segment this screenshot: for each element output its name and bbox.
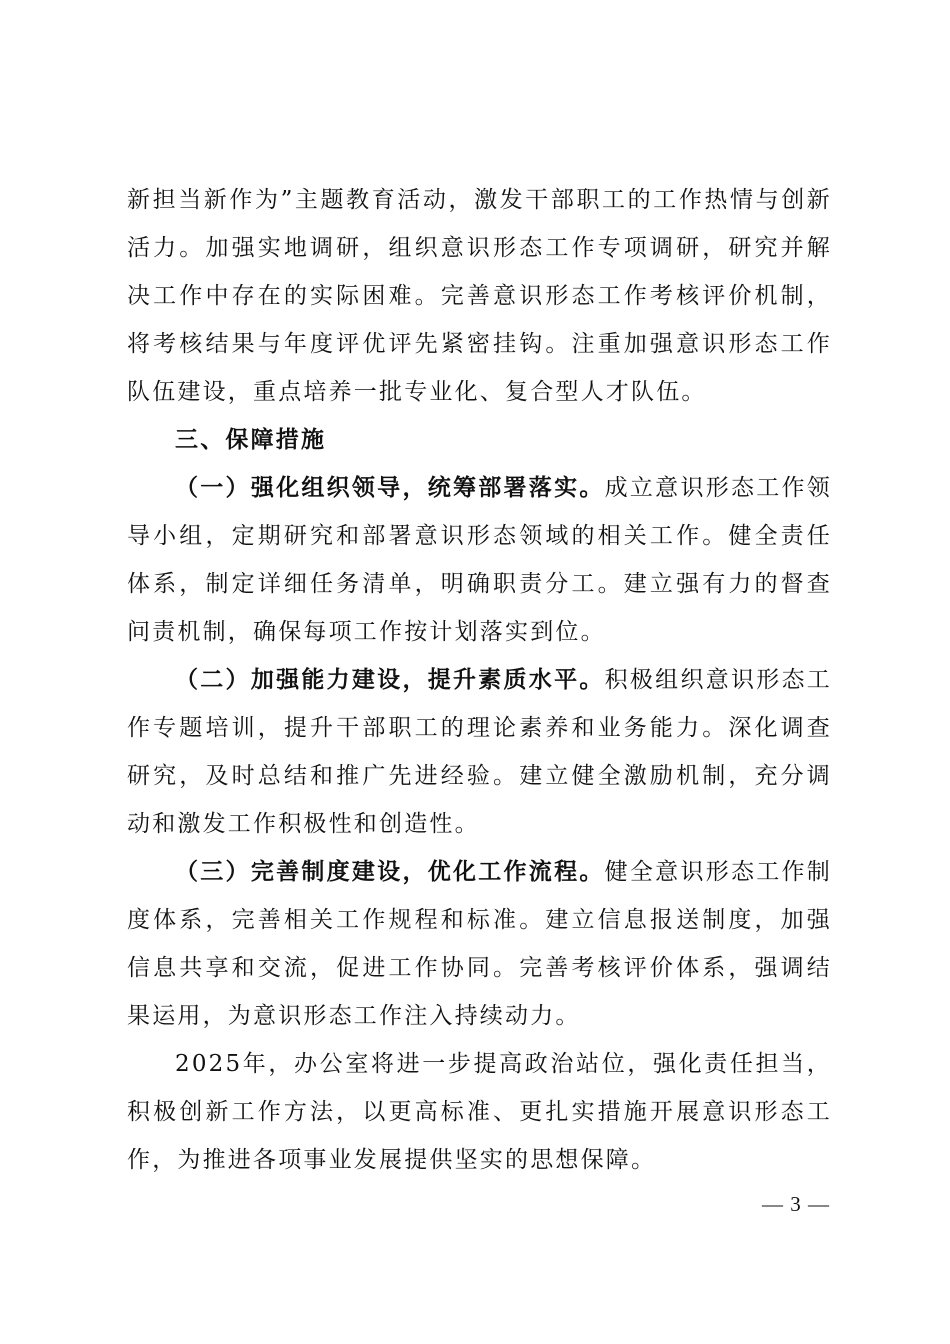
measure-body-1: 成立意识形态工作领导小组，定期研究和部署意识形态领域的相关工作。健全责任体系，制定详细任务清单，明确职责分工。建立强有力的督查问责机制，确保每项工作按计划落实到位。 [127,475,832,645]
measure-body-3: 健全意识形态工作制度体系，完善相关工作规程和标准。建立信息报送制度，加强信息共享和交流，促进工作协同。完善考核评价体系，强调结果运用，为意识形态工作注入持续动力。 [127,859,832,1029]
measure-title-3: （三）完善制度建设，优化工作流程。 [175,858,605,885]
measure-paragraph-1 [127,464,832,656]
section-heading: 三、保障措施 [175,426,327,453]
page-number: — 3 — [762,1192,830,1216]
measure-body-2: 积极组织意识形态工作专题培训，提升干部职工的理论素养和业务能力。深化调查研究，及时总结和推广先进经验。建立健全激励机制，充分调动和激发工作积极性和创造性。 [127,667,832,837]
measure-paragraph-2 [127,656,832,848]
document-body [127,176,832,1184]
measure-title-2: （二）加强能力建设，提升素质水平。 [175,666,605,693]
closing-paragraph: 2025年，办公室将进一步提高政治站位，强化责任担当，积极创新工作方法，以更高标准、更扎实措施开展意识形态工作，为推进各项事业发展提供坚实的思想保障。 [127,1051,832,1173]
measure-paragraph-3 [127,848,832,1040]
measure-title-1: （一）强化组织领导，统筹部署落实。 [175,474,605,501]
continuation-paragraph: 新担当新作为”主题教育活动，激发干部职工的工作热情与创新活力。加强实地调研，组织意识形态工作专项调研，研究并解决工作中存在的实际困难。完善意识形态工作考核评价机制，将考核结果与年度评优评先紧密挂钩。注重加强意识形态工作队伍建设，重点培养一批专业化、复合型人才队伍。 [127,187,832,405]
